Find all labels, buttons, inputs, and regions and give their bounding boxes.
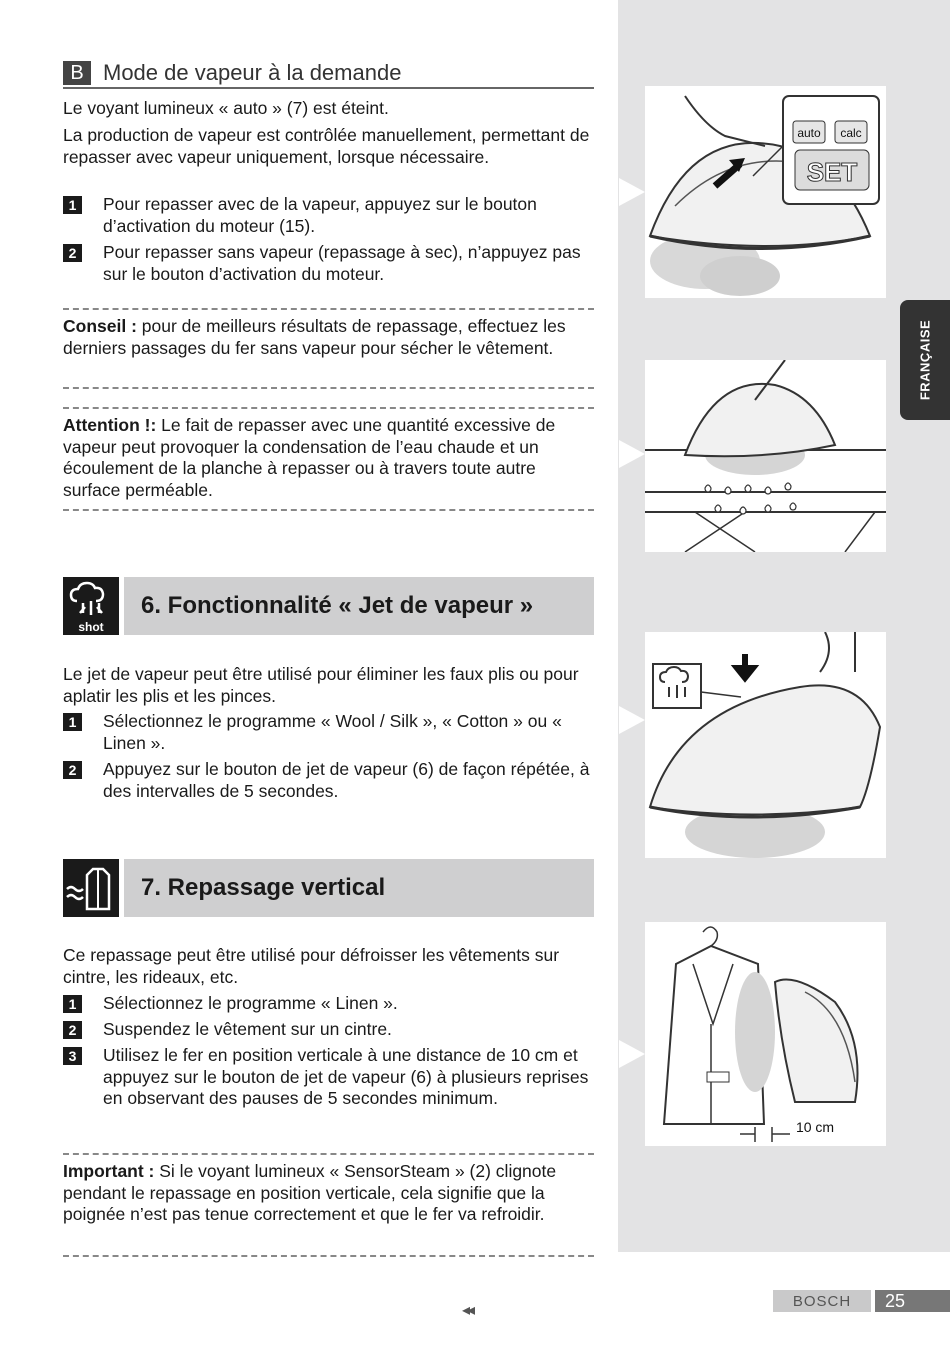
section-b-paragraph-2: La production de vapeur est contrôlée manuellement, permettant de repasser avec vapeur uniquement, lorsque nécessaire.: [63, 125, 590, 167]
step-number: 3: [63, 1047, 82, 1065]
section-b-title: Mode de vapeur à la demande: [103, 60, 402, 85]
illustration-pointer: [619, 1040, 645, 1068]
step-text: Sélectionnez le programme « Linen ».: [103, 993, 398, 1013]
illustration-pointer: [619, 706, 645, 734]
illustration-steam-shot: [645, 632, 886, 858]
section-7-heading: [63, 859, 594, 917]
step-number: 1: [63, 196, 82, 214]
distance-label: 10 cm: [795, 1119, 835, 1135]
section-6-heading: [63, 577, 594, 635]
tip-note: [63, 316, 593, 359]
divider: [63, 308, 594, 310]
section-7-intro: Ce repassage peut être utilisé pour défroisser les vêtements sur cintre, les rideaux, etc.: [63, 945, 560, 987]
panel-auto-label: auto: [797, 126, 821, 140]
section-6-title: 6. Fonctionnalité « Jet de vapeur »: [141, 592, 534, 619]
divider: [63, 387, 594, 389]
step-number: 2: [63, 1021, 82, 1039]
step-text: Pour repasser avec de la vapeur, appuyez sur le bouton d’activation du moteur (15).: [103, 194, 537, 236]
illustration-pointer: [619, 440, 645, 468]
step-number: 2: [63, 761, 82, 779]
step-text: Appuyez sur le bouton de jet de vapeur (6) de façon répétée, à des intervalles de 5 secondes.: [103, 759, 590, 801]
divider: [63, 509, 594, 511]
illustration-vertical-ironing: [645, 922, 886, 1146]
important-text: Si le voyant lumineux « SensorSteam » (2) clignote pendant le repassage en position verticale, cela signifie que la poignée n’est pas tenue correctement et que le fer va refroidir.: [63, 1161, 557, 1224]
step-text: Sélectionnez le programme « Wool / Silk », « Cotton » ou « Linen ».: [103, 711, 562, 753]
section-b-heading: [63, 59, 594, 89]
step-number: 1: [63, 713, 82, 731]
section-b-letter: B: [63, 61, 91, 85]
section-7-title: 7. Repassage vertical: [141, 874, 386, 901]
panel-set-label: SET: [806, 157, 858, 187]
steam-shot-icon: [63, 577, 119, 635]
divider: [63, 1153, 594, 1155]
step-text: Suspendez le vêtement sur un cintre.: [103, 1019, 392, 1039]
warning-note: [63, 415, 593, 501]
language-tab: [900, 300, 950, 420]
step-text: Utilisez le fer en position verticale à une distance de 10 cm et appuyez sur le bouton de jet de vapeur (6) à plusieurs reprises en observant des pauses de 5 secondes minimum.: [103, 1045, 589, 1108]
illustration-condensation: [645, 360, 886, 552]
step-text: Pour repasser sans vapeur (repassage à sec), n’appuyez pas sur le bouton d’activation du moteur.: [103, 242, 581, 284]
page-number: 25: [875, 1290, 950, 1312]
panel-calc-label: calc: [840, 126, 862, 140]
language-tab-label: FRANÇAISE: [917, 319, 933, 401]
tip-text: pour de meilleurs résultats de repassage, effectuez les derniers passages du fer sans vapeur pour sécher le vêtement.: [63, 316, 566, 358]
illustration-steam-on-demand: [645, 86, 886, 298]
important-note: [63, 1161, 593, 1226]
tip-label: Conseil :: [63, 316, 137, 336]
important-label: Important :: [63, 1161, 155, 1181]
step-number: 2: [63, 244, 82, 262]
divider: [63, 1255, 594, 1257]
divider: [63, 407, 594, 409]
previous-page-nav[interactable]: ◂◂: [462, 1302, 473, 1319]
section-6-intro: Le jet de vapeur peut être utilisé pour éliminer les faux plis ou pour aplatir les plis et les pinces.: [63, 664, 579, 706]
step-number: 1: [63, 995, 82, 1013]
warning-label: Attention !:: [63, 415, 157, 435]
illustration-pointer: [619, 178, 645, 206]
warning-text: Le fait de repasser avec une quantité excessive de vapeur peut provoquer la condensation de l’eau chaude et un écoulement de la planche à repasser ou à travers toute autre surface perméable.: [63, 415, 556, 500]
section-b-paragraph-1: Le voyant lumineux « auto » (7) est éteint.: [63, 98, 389, 118]
vertical-steam-icon: [63, 859, 119, 917]
brand-label: BOSCH: [773, 1290, 871, 1312]
steam-shot-icon-label: shot: [78, 620, 104, 634]
